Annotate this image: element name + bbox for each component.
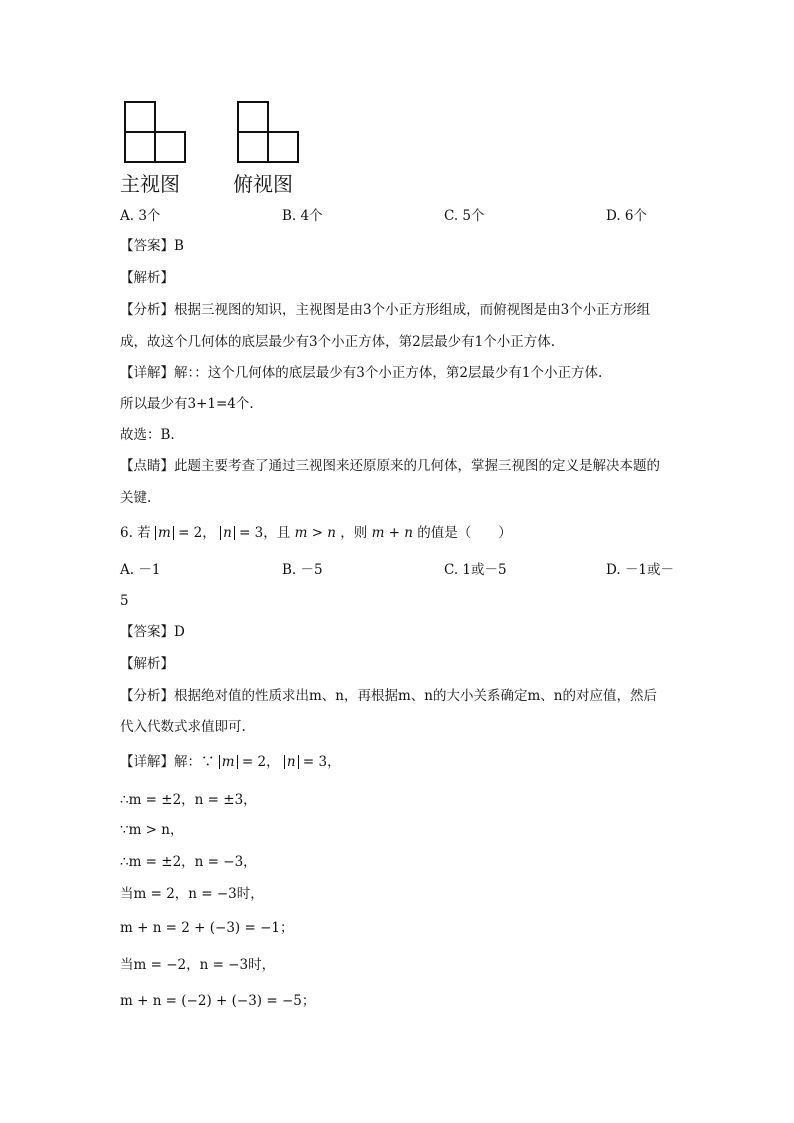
q5-option-a: A. 3个 xyxy=(120,208,161,224)
q6-option-d-wrap: 5 xyxy=(120,593,129,609)
q5-choose: 故选：B. xyxy=(120,427,175,443)
q6-detail xyxy=(120,752,341,772)
q6-eq-m: = 2， xyxy=(178,525,216,541)
q6-option-c: C. 1或－5 xyxy=(444,562,507,578)
top-view-figure xyxy=(236,100,300,168)
q5-answer: 【答案】B xyxy=(120,238,184,254)
front-view-drawing xyxy=(123,100,187,164)
q6-step-7: m + n = (−2) + (−3) = −5； xyxy=(120,993,316,1009)
front-view-figure xyxy=(123,100,187,168)
q6-analysis-line-1: 【分析】根据绝对值的性质求出m、n，再根据m、n的大小关系确定m、n的对应值，然后 xyxy=(120,688,657,704)
q6-step-3: ∴m = ±2，n = −3， xyxy=(120,854,257,870)
q6-analysis-line-2: 代入代数式求值即可. xyxy=(120,719,246,735)
q6-option-a: A. －1 xyxy=(120,562,161,578)
q6-abs-m: m xyxy=(155,526,174,540)
q5-comment-line-1: 【点睛】此题主要考查了通过三视图来还原原来的几何体，掌握三视图的定义是解决本题的 xyxy=(120,458,660,474)
q6-stem-prefix: 6. 若 xyxy=(120,525,151,541)
q6-detail-eq-n: = 3， xyxy=(302,754,341,770)
q5-option-c: C. 5个 xyxy=(444,208,485,224)
q6-detail-abs-m: m xyxy=(219,755,238,769)
q6-step-6: 当m = −2，n = −3时， xyxy=(120,957,276,973)
q6-stem xyxy=(120,523,512,543)
q6-step-2: ∵m > n， xyxy=(120,822,184,838)
q6-detail-eq-m: = 2， xyxy=(241,754,280,770)
top-view-drawing xyxy=(236,100,300,164)
q6-option-b: B. －5 xyxy=(282,562,323,578)
q5-analysis-line-1: 【分析】根据三视图的知识，主视图是由3个小正方形组成，而俯视图是由3个小正方形组 xyxy=(120,302,651,318)
q6-option-d: D. －1或－ xyxy=(606,562,675,578)
q6-analysis-heading: 【解析】 xyxy=(120,656,174,672)
q6-condition: m > n xyxy=(294,525,336,541)
q6-eq-n: = 3，且 xyxy=(239,525,291,541)
q6-answer: 【答案】D xyxy=(120,624,185,640)
q5-detail: 【详解】解：：这个几何体的底层最少有3个小正方体，第2层最少有1个小正方体. xyxy=(120,365,603,381)
q6-step-5: m + n = 2 + (−3) = −1； xyxy=(120,920,294,936)
q6-detail-prefix: 【详解】解：∵ xyxy=(120,754,215,770)
top-view-caption: 俯视图 xyxy=(233,172,293,196)
q6-step-1: ∴m = ±2，n = ±3， xyxy=(120,792,257,808)
q5-analysis-line-2: 成，故这个几何体的底层最少有3个小正方体，第2层最少有1个小正方体. xyxy=(120,334,556,350)
q6-stem-suffix: ，则 xyxy=(340,525,368,541)
q5-analysis-heading: 【解析】 xyxy=(120,270,174,286)
q5-option-d: D. 6个 xyxy=(606,208,648,224)
q5-option-b: B. 4个 xyxy=(282,208,323,224)
q6-abs-n: n xyxy=(220,526,235,540)
q5-comment-line-2: 关键. xyxy=(120,490,152,506)
q6-sum: m + n xyxy=(371,525,413,541)
q6-detail-abs-n: n xyxy=(284,755,299,769)
q6-stem-end: 的值是（ ） xyxy=(417,525,512,541)
q5-detail-2: 所以最少有3+1=4个. xyxy=(120,396,254,412)
front-view-caption: 主视图 xyxy=(120,172,180,196)
q6-step-4: 当m = 2，n = −3时， xyxy=(120,886,264,902)
